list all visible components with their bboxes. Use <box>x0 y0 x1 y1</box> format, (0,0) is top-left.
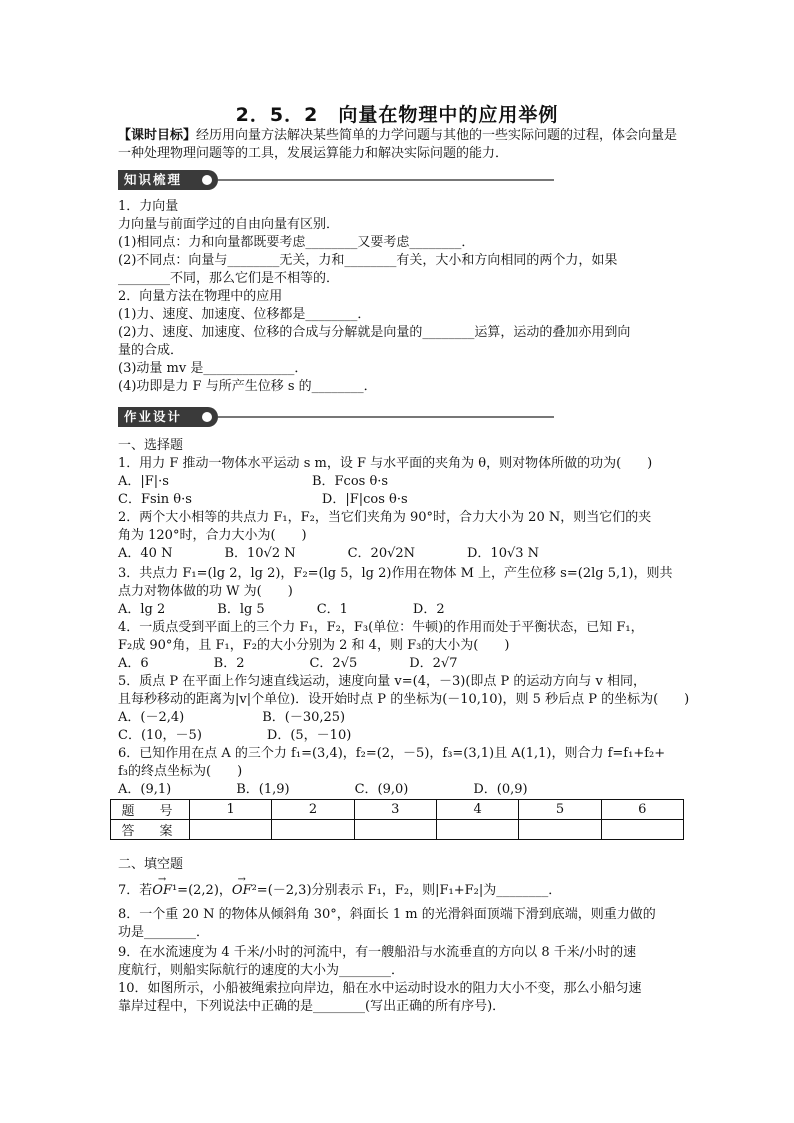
fill-line: 10．如图所示，小船被绳索拉向岸边，船在水中运动时设水的阻力大小不变，那么小船匀速 <box>118 981 642 996</box>
fill-line: 度航行，则船实际航行的速度的大小为________． <box>118 963 405 978</box>
question-line: A．40 N B．10√2 N C．20√2N D．10√3 N <box>118 546 540 561</box>
choice-heading: 一、选择题 <box>118 438 184 453</box>
knowledge-line: 1．力向量 <box>118 199 179 214</box>
question-line: C．(10，－5) D．(5，－10) <box>118 728 352 743</box>
answer-cell[interactable] <box>190 820 272 840</box>
knowledge-line: (2)力、速度、加速度、位移的合成与分解就是向量的________运算，运动的叠加亦用到向 <box>118 325 631 340</box>
q7-part2: ²=(－2,3)分别表示 F₁，F₂，则|F₁+F₂|为________． <box>251 883 562 898</box>
q7-part1: ¹=(2,2)， <box>171 883 232 898</box>
answer-cell[interactable] <box>519 820 601 840</box>
question-number-cell: 3 <box>354 800 436 820</box>
section-rule <box>218 179 554 181</box>
question-number-cell: 6 <box>601 800 683 820</box>
question-line: A．|F|·s B．Fcos θ·s <box>118 474 389 489</box>
fill-line: 9．在水流速度为 4 千米/小时的河流中，有一艘船沿与水流垂直的方向以 8 千米/小时的速 <box>118 945 637 960</box>
section-tag-knowledge: 知识梳理 <box>118 170 218 190</box>
fill-line: 功是________． <box>118 925 210 940</box>
question-line: 3．共点力 F₁=(lg 2，lg 2)，F₂=(lg 5，lg 2)作用在物体 M 上，产生位移 s=(2lg 5,1)，则共 <box>118 566 673 581</box>
question-line: 5．质点 P 在平面上作匀速直线运动，速度向量 v=(4，－3)(即点 P 的运动方向与 v 相同， <box>118 674 647 689</box>
question-line: f₃的终点坐标为( ) <box>118 764 243 779</box>
question-line: A．(－2,4) B．(－30,25) <box>118 710 346 725</box>
fill-heading: 二、填空题 <box>118 857 184 872</box>
question-line: A．6 B．2 C．2√5 D．2√7 <box>118 656 458 671</box>
question-number-cell: 2 <box>272 800 354 820</box>
page-title: 2．5．2 向量在物理中的应用举例 <box>235 104 559 126</box>
question-line: 4．一质点受到平面上的三个力 F₁，F₂，F₃(单位：牛顿)的作用而处于平衡状态，已知 F₁， <box>118 620 644 635</box>
bullet-dot-icon <box>202 412 212 422</box>
vector-of1: → OF <box>152 882 172 900</box>
question-line: A．lg 2 B．lg 5 C．1 D．2 <box>118 602 445 617</box>
knowledge-line: 量的合成． <box>118 343 184 358</box>
bullet-dot-icon <box>202 175 212 185</box>
question-number-cell: 4 <box>436 800 518 820</box>
table-header-cell: 题 号 <box>111 800 190 820</box>
vector-of2: → OF <box>232 882 252 900</box>
knowledge-line: 力向量与前面学过的自由向量有区别． <box>118 217 340 232</box>
knowledge-line: (1)力、速度、加速度、位移都是________． <box>118 307 371 322</box>
question-line: A．(9,1) B．(1,9) C．(9,0) D．(0,9) <box>118 782 528 797</box>
lesson-objective <box>118 127 678 163</box>
knowledge-line: (1)相同点：力和向量都既要考虑________又要考虑________． <box>118 235 475 250</box>
answer-cell[interactable] <box>354 820 436 840</box>
q7-prefix: 7．若 <box>118 883 153 898</box>
knowledge-line: 2．向量方法在物理中的应用 <box>118 289 283 304</box>
fill-line: 靠岸过程中，下列说法中正确的是________(写出正确的所有序号)． <box>118 999 506 1014</box>
answer-cell[interactable] <box>436 820 518 840</box>
knowledge-line: (2)不同点：向量与________无关，力和________有关，大小和方向相同的两个力，如果 <box>118 253 618 268</box>
section-rule <box>218 416 554 418</box>
fill-question-7 <box>118 882 561 900</box>
question-line: 2．两个大小相等的共点力 F₁，F₂，当它们夹角为 90°时，合力大小为 20 N，则当它们的夹 <box>118 510 652 525</box>
answer-table <box>110 799 684 840</box>
question-number-cell: 1 <box>190 800 272 820</box>
question-line: 且每秒移动的距离为|v|个单位)．设开始时点 P 的坐标为(－10,10)，则 5 秒后点 P 的坐标为( ) <box>118 692 690 707</box>
question-line: 角为 120°时，合力大小为( ) <box>118 528 307 543</box>
objective-label: 【课时目标】 <box>118 128 197 143</box>
question-line: 1．用力 F 推动一物体水平运动 s m，设 F 与水平面的夹角为 θ，则对物体所做的功为( ) <box>118 456 653 471</box>
answer-cell[interactable] <box>601 820 683 840</box>
question-line: C．Fsin θ·s D．|F|cos θ·s <box>118 492 408 507</box>
knowledge-line: (4)功即是力 F 与所产生位移 s 的________． <box>118 379 377 394</box>
question-line: 点力对物体做的功 W 为( ) <box>118 584 293 599</box>
knowledge-line: ________不同，那么它们是不相等的． <box>118 271 340 286</box>
answer-cell[interactable] <box>272 820 354 840</box>
question-line: F₂成 90°角，且 F₁，F₂的大小分别为 2 和 4，则 F₃的大小为( ) <box>118 638 510 653</box>
fill-line: 8．一个重 20 N 的物体从倾斜角 30°，斜面长 1 m 的光滑斜面顶端下滑到底端，则重力做的 <box>118 907 656 922</box>
section-tag-homework: 作业设计 <box>118 407 218 427</box>
table-header-cell: 答 案 <box>111 820 190 840</box>
question-line: 6．已知作用在点 A 的三个力 f₁=(3,4)，f₂=(2，－5)，f₃=(3,1)且 A(1,1)，则合力 f=f₁+f₂+ <box>118 746 666 761</box>
table-row <box>111 820 684 840</box>
question-number-cell: 5 <box>519 800 601 820</box>
objective-text: 经历用向量方法解决某些简单的力学问题与其他的一些实际问题的过程，体会向量是一种处理物理问题等的工具，发展运算能力和解决实际问题的能力． <box>118 128 678 161</box>
table-row <box>111 800 684 820</box>
knowledge-line: (3)动量 mv 是______________． <box>118 361 308 376</box>
